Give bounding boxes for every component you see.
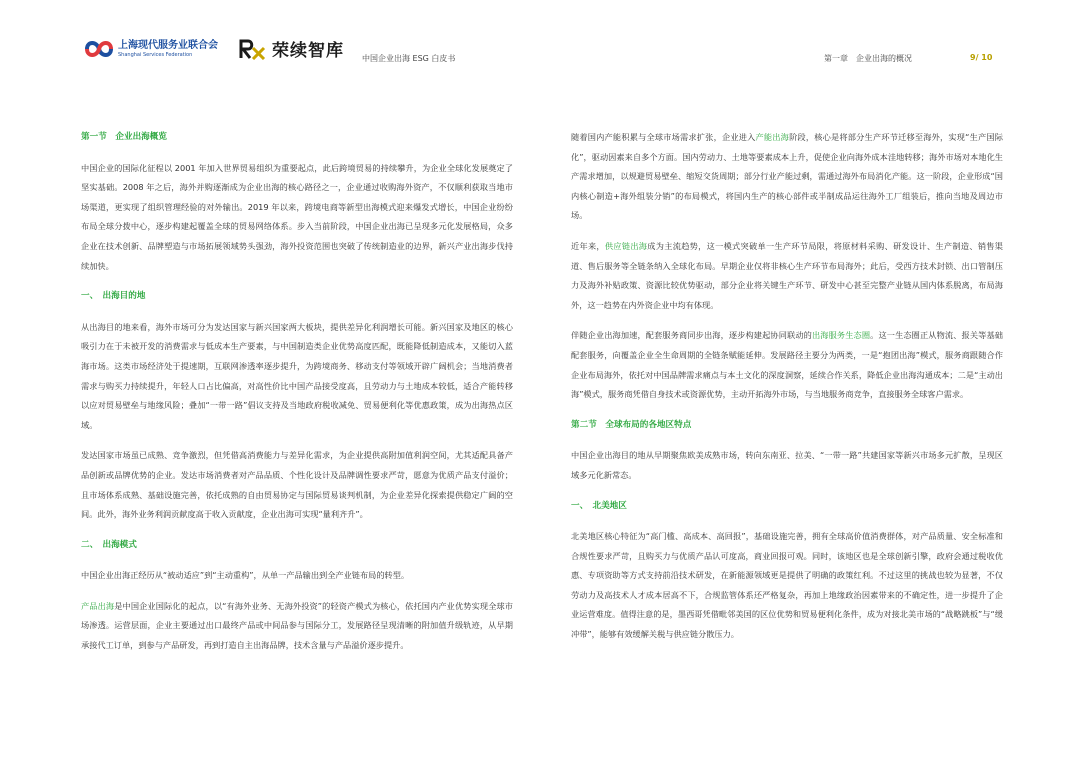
- page-header: [0, 0, 1080, 80]
- paragraph-text: 成为主流趋势，这一模式突破单一生产环节局限，将原材料采购、研发设计、生产制造、销售渠道、售后服务等全链条纳入全球化布局。早期企业仅将非核心生产环节布局海外；此后，受西方技术封锁、出口管制压力及海外补贴政策、资源比较优势驱动，部分企业将关键生产环节、研发中心甚至完整产业链从国内体系脱离，布局海外，这一趋势在内外资企业中均有体现。: [571, 240, 1003, 310]
- subsection-mode-heading: 二、 出海模式: [81, 539, 137, 550]
- highlight-term: 出海服务生态圈: [811, 330, 871, 341]
- paragraph-text: 近年来，: [571, 240, 605, 251]
- rx-logo: [238, 36, 344, 61]
- document-title: 中国企业出海 ESG 白皮书: [362, 54, 456, 63]
- paragraph: 从出海目的地来看，海外市场可分为发达国家与新兴国家两大板块，提供差异化利润增长可能。新兴国家及地区的核心吸引力在于未被开发的消费需求与低成本生产要素，与中国制造类企业优势高度匹配，既能降低制造成本，又能切入蓝海市场。这类市场经济处于提速期，互联网渗透率逐步提升，为跨境商务、移动支付等领域开辟广阔机会；当地消费者需求与购买力持续提升，年轻人口占比偏高，对高性价比中国产品接受度高，且劳动力与土地成本较低，适合产能转移以应对贸易壁垒与地缘风险；叠加“一带一路”倡议支持及当地政府税收减免、贸易便利化等优惠政策，成为出海热点区域。: [81, 321, 513, 430]
- paragraph: [571, 128, 1003, 226]
- page-number: 9/ 10: [970, 53, 993, 62]
- ssf-logo-icon: [84, 38, 114, 60]
- paragraph-text: 是中国企业国际化的起点，以“有海外业务、无海外投资”的轻资产模式为核心，依托国内产业优势实现全球市场渗透。运营层面，企业主要通过出口最终产品或中间品参与国际分工，发展路径呈现清晰的附加值升级轨迹，从早期承接代工订单，到参与产品研发，再到打造自主出海品牌，技术含量与产品溢价逐步提升。: [81, 600, 513, 651]
- ssf-logo: [84, 38, 218, 60]
- paragraph: 中国企业的国际化征程以 2001 年加入世界贸易组织为重要起点，此后跨境贸易的持续攀升，为企业全球化发展奠定了坚实基础。2008 年之后，海外并购逐渐成为企业出海的核心路径之一，企业通过收购海外资产，不仅顺利获取当地市场渠道，更实现了组织管理经验的对外输出。2019 年以来，跨境电商等新型出海模式迎来爆发式增长，中国企业纷纷布局全球分拨中心，逐步构建起覆盖全球的贸易网络体系。步入当前阶段，中国企业出海已呈现多元化发展格局，众多企业在技术创新、品牌塑造与市场拓展领域势头强劲，海外投资范围也突破了传统制造业的边界，新兴产业出海步伐持续加快。: [81, 162, 513, 271]
- rx-logo-icon: [238, 38, 266, 60]
- paragraph-text: 。这一生态圈正从物流、报关等基础配套服务，向覆盖企业全生命周期的全链条赋能延伸。发展路径主要分为两类，一是“抱团出海”模式，服务商跟随合作企业布局海外，依托对中国品牌需求痛点与本土文化的深度洞察，延续合作关系，降低企业出海沟通成本；二是“主动出海”模式，服务商凭借自身技术或资源优势，主动开拓海外市场，与当地服务商竞争，直接服务全球客户需求。: [571, 330, 1003, 400]
- paragraph-text: 阶段，核心是将部分生产环节迁移至海外，实现“生产国际化”，驱动因素来自多个方面。国内劳动力、土地等要素成本上升，促使企业向海外成本洼地转移；海外市场对本地化生产需求增加，以规避贸易壁垒、缩短交货周期；部分行业产能过剩，需通过海外布局消化产能。这一阶段，企业形成“国内核心制造+海外组装分销”的布局模式，将国内生产的核心部件或半制成品运往海外工厂组装后，推向当地及周边市场。: [571, 132, 1003, 221]
- highlight-term: 供应链出海: [604, 240, 648, 251]
- subsection-north-america-heading: 一、 北美地区: [571, 500, 627, 511]
- highlight-term: 产能出海: [755, 132, 790, 142]
- chapter-title: 第一章 企业出海的概况: [824, 54, 912, 63]
- subsection-destination-heading: 一、 出海目的地: [81, 291, 146, 302]
- paragraph: 北美地区核心特征为“高门槛、高成本、高回报”，基础设施完善，拥有全球高价值消费群体，对产品质量、安全标准和合规性要求严苛，且购买力与优质产品认可度高，商业回报可观。同时，该地区也是全球创新引擎，政府会通过税收优惠、专项资助等方式支持前沿技术研发，在新能源领域更是提供了明确的政策红利。不过这里的挑战也较为显著，不仅劳动力及高技术人才成本居高不下，合规监管体系还严格复杂，再加上地缘政治因素带来的不确定性，进一步提升了企业运营难度。值得注意的是，墨西哥凭借毗邻美国的区位优势和贸易便利化条件，成为对接北美市场的“战略跳板”与“缓冲带”，能够有效缓解关税与供应链分散压力。: [571, 531, 1003, 640]
- section-2-heading: 第二节 全球布局的各地区特点: [571, 419, 692, 430]
- ssf-logo-cn: 上海现代服务业联合会: [118, 39, 218, 51]
- paragraph: [571, 326, 1003, 404]
- paragraph: [81, 597, 513, 656]
- section-1-heading: 第一节 企业出海概览: [81, 132, 167, 142]
- paragraph-text: 伴随企业出海加速，配套服务商同步出海，逐步构建起协同联动的: [571, 330, 812, 341]
- ssf-logo-en: Shanghai Services Federation: [118, 51, 193, 58]
- highlight-term: 产品出海: [81, 600, 115, 611]
- paragraph-text: 随着国内产能积累与全球市场需求扩张，企业进入: [571, 132, 756, 142]
- paragraph: 发达国家市场虽已成熟、竞争激烈，但凭借高消费能力与差异化需求，为企业提供高附加值利润空间，尤其适配具备产品创新或品牌优势的企业。发达市场消费者对产品品质、个性化设计及品牌调性要求严苛，愿意为优质产品支付溢价；且市场体系成熟、基础设施完善，依托成熟的自由贸易协定与国际贸易谈判机制，为企业差异化探索提供稳定广阔的空间。此外，海外业务利润贡献度高于收入贡献度，企业出海可实现“量利齐升”。: [81, 450, 513, 520]
- left-column: [81, 128, 513, 667]
- paragraph: 中国企业出海正经历从“被动适应”到“主动重构”，从单一产品输出到全产业链布局的转型。: [81, 570, 410, 581]
- paragraph: 中国企业出海目的地从早期聚焦欧美成熟市场，转向东南亚、拉美、“一带一路”共建国家等新兴市场多元扩散，呈现区域多元化新常态。: [571, 450, 1003, 480]
- rx-logo-text: 荣续智库: [272, 41, 344, 61]
- paragraph: [571, 237, 1003, 315]
- right-column: [571, 128, 1003, 656]
